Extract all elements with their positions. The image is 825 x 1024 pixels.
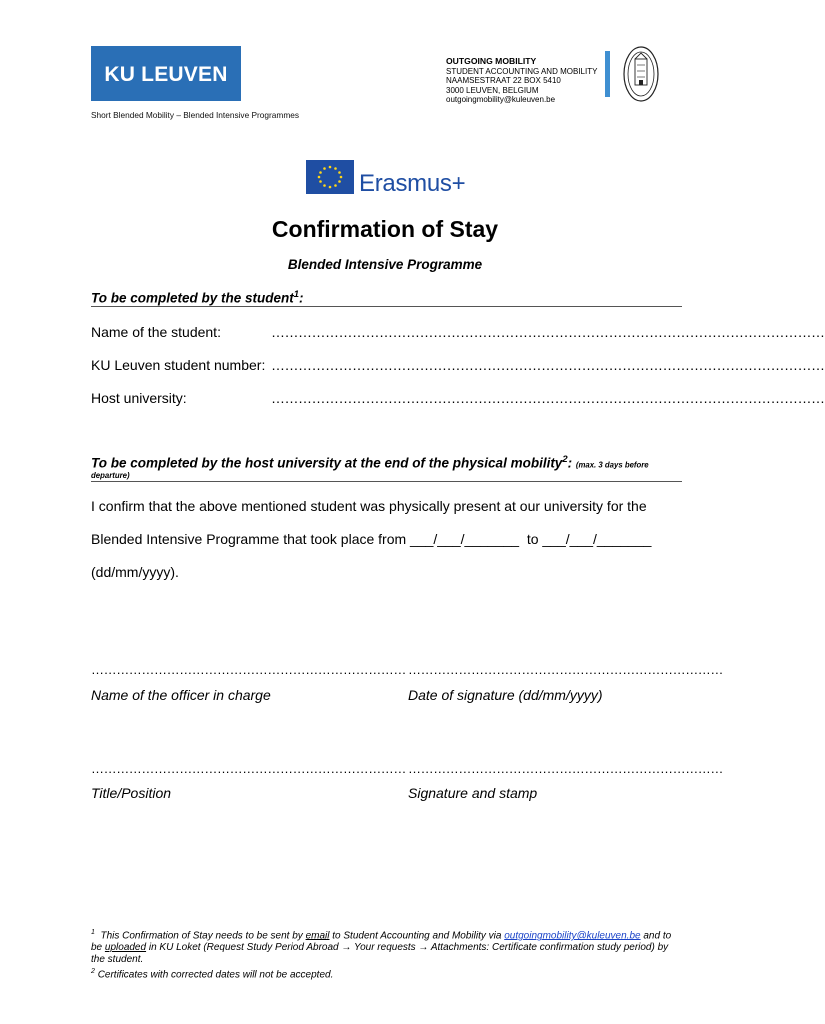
footnote-text: in KU Loket (Request Study Period Abroad → Your requests → Attachments: Certificate confirmation study period) by the student. xyxy=(91,942,669,966)
address-line: NAAMSESTRAAT 22 BOX 5410 xyxy=(446,76,561,86)
confirm-dates-line[interactable]: Blended Intensive Programme that took place from ___/___/_______ to ___/___/_______ xyxy=(91,531,652,547)
heading-colon: : xyxy=(299,290,304,306)
host-university-field[interactable]: …………………………………………………………………………………………………………… xyxy=(271,390,825,406)
signature-stamp-field[interactable]: ………………………………………………………………… xyxy=(408,761,724,776)
footnote-2 xyxy=(91,966,683,981)
footnote-1 xyxy=(91,927,683,966)
footnote-text: This Confirmation of Stay needs to be sent by xyxy=(100,930,306,942)
footnote-email-word: email xyxy=(305,930,330,942)
signature-date-label: Date of signature (dd/mm/yyyy) xyxy=(408,687,603,703)
ku-leuven-logo xyxy=(91,46,241,101)
footnote-text: be xyxy=(91,942,105,954)
deadline-note: (max. 3 days before xyxy=(575,460,649,470)
student-heading-text: To be completed by the student xyxy=(91,290,294,306)
footnote-ref: 1 xyxy=(293,289,300,300)
eu-flag-icon xyxy=(306,160,354,194)
student-section-heading xyxy=(91,289,304,306)
page-title: Confirmation of Stay xyxy=(271,216,499,242)
signature-date-field[interactable]: ………………………………………………………………… xyxy=(408,662,724,677)
university-seal-icon xyxy=(622,45,660,103)
footnote-number: 2 xyxy=(91,968,95,975)
heading-colon: : xyxy=(567,455,573,471)
address-email: outgoingmobility@kuleuven.be xyxy=(446,95,556,105)
footnote-upload-word: uploaded xyxy=(104,942,147,954)
title-position-field[interactable]: ………………………………………………………………… xyxy=(91,761,407,776)
footnote-text: to Student Accounting and Mobility via xyxy=(329,930,505,942)
deadline-note-cont: departure) xyxy=(91,471,130,480)
student-number-field[interactable]: …………………………………………………………………………………………………………… xyxy=(271,357,825,373)
student-name-field[interactable]: …………………………………………………………………………………………………………… xyxy=(271,324,825,340)
footnote-text: Certificates with corrected dates will not be accepted. xyxy=(97,969,334,981)
host-university-label: Host university: xyxy=(91,390,187,406)
title-position-label: Title/Position xyxy=(91,785,172,801)
signature-stamp-label: Signature and stamp xyxy=(408,785,538,801)
section-divider xyxy=(91,481,682,482)
footnote-ref: 2 xyxy=(562,454,568,465)
address-line: STUDENT ACCOUNTING AND MOBILITY xyxy=(446,66,598,76)
page-subtitle: Blended Intensive Programme xyxy=(287,257,483,272)
section-divider xyxy=(91,306,682,307)
officer-name-label: Name of the officer in charge xyxy=(91,687,271,703)
footnote-number: 1 xyxy=(91,929,95,936)
host-heading-text: To be completed by the host university at the end of the physical mobility xyxy=(91,455,563,471)
logo-text: KU LEUVEN xyxy=(104,62,228,86)
footnote-text: and to xyxy=(640,930,672,942)
student-name-label: Name of the student: xyxy=(91,324,221,340)
address-line: 3000 LEUVEN, BELGIUM xyxy=(446,85,539,95)
confirm-text-line: I confirm that the above mentioned student was physically present at our university for the xyxy=(91,498,647,514)
address-block xyxy=(446,57,606,105)
host-section-heading xyxy=(91,454,649,471)
header-divider xyxy=(605,51,610,97)
office-title: OUTGOING MOBILITY xyxy=(446,56,537,66)
erasmus-logo-text: Erasmus+ xyxy=(359,170,466,197)
outgoing-mobility-email-link[interactable]: outgoingmobility@kuleuven.be xyxy=(504,930,641,942)
programme-line: Short Blended Mobility – Blended Intensive Programmes xyxy=(91,110,299,120)
student-number-label: KU Leuven student number: xyxy=(91,357,266,373)
officer-name-field[interactable]: ………………………………………………………………… xyxy=(91,662,407,677)
date-format-note: (dd/mm/yyyy). xyxy=(91,564,179,580)
